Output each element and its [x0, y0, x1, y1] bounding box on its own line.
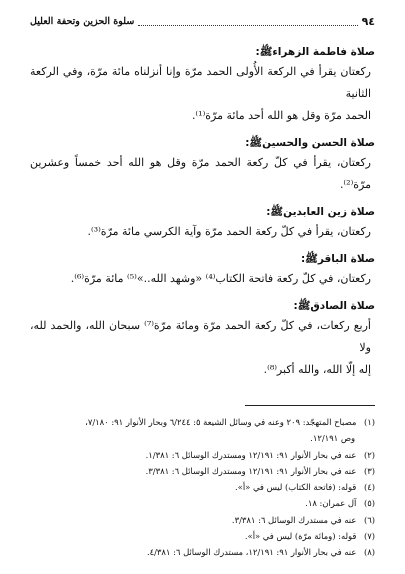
section-title: صلاة زين العابدينﷺ: — [266, 206, 375, 218]
footnote-text: آل عمران: ١٨. — [305, 498, 357, 509]
body-line: ركعتان، يقرأ في كلّ ركعة الحمد مرّة وقل هو الله أحد خمساً وعشرين مرّة⁽²⁾. — [30, 156, 371, 191]
prayer-sections — [30, 44, 375, 381]
section-title: صلاة الصادقﷺ: — [293, 300, 375, 312]
section-hasan-husayn — [30, 135, 375, 196]
footnote-number: (٣) — [363, 465, 375, 476]
footnote — [30, 495, 375, 511]
section-fatima — [30, 44, 375, 127]
footnote-text: عنه في بحار الأنوار ٩١: ١٢/١٩١ ومستدرك الوسائل ٦: ٣/٣٨١. — [145, 465, 357, 476]
section-al-baqir — [30, 251, 375, 290]
footnote-text: قوله: (فاتحة الكتاب) ليس في «أ». — [235, 482, 357, 493]
section-body — [30, 221, 375, 243]
footnote — [30, 463, 375, 479]
footnote-number: (٨) — [363, 547, 375, 558]
page-header — [30, 12, 375, 30]
page-number: ٩٤ — [361, 14, 375, 28]
footnotes — [30, 414, 375, 561]
body-line: ركعتان، في كلّ ركعة فاتحة الكتاب⁽⁴⁾ «وشهد الله..»⁽⁵⁾ مائة مرّة⁽⁶⁾. — [70, 272, 371, 285]
footnote-text: وص ١٢/١٩١. — [310, 433, 355, 444]
footnote-number: (٧) — [363, 531, 375, 542]
footnote — [30, 447, 375, 463]
body-line: الحمد مرّة وقل هو الله أحد مائة مرّة⁽¹⁾. — [191, 109, 371, 122]
footnote-number: (٥) — [363, 498, 375, 509]
section-title: صلاة الحسن والحسينﷺ: — [245, 137, 375, 149]
footnote-number: (٢) — [363, 449, 375, 460]
footnote — [30, 414, 375, 430]
header-dotted-leader — [138, 17, 357, 26]
footnote-text: مصباح المتهجّد: ٢٠٩ وعنه في وسائل الشيعة ٥: ٦/٢٤٤ وبحار الأنوار ٩١: ٧/١٨٠، — [85, 417, 357, 427]
section-body — [30, 61, 375, 127]
footnote-text: عنه في بحار الأنوار ٩١: ١٢/١٩١، مستدرك الوسائل ٦: ٤/٣٨١. — [146, 547, 357, 558]
body-line: ركعتان يقرأ في الركعة الأُولى الحمد مرّة وإنا أنزلناه مائة مرّة، وفي الركعة الثانية — [30, 65, 371, 100]
body-line: ركعتان، يقرأ في كلّ ركعة الحمد مرّة وآية الكرسي مائة مرّة⁽³⁾. — [87, 225, 371, 238]
running-title: سلوة الحزين وتحفة العليل — [30, 15, 135, 27]
body-line: أربع ركعات، في كلّ ركعة الحمد مرّة ومائة مرّة⁽⁷⁾ سبحان الله، والحمد لله، ولا — [30, 319, 371, 354]
section-body — [30, 315, 375, 381]
footnote — [30, 512, 375, 528]
section-body — [30, 268, 375, 290]
footnote-continuation — [30, 430, 375, 446]
footnote-text: عنه في بحار الأنوار ٩١: ١٢/١٩١ ومستدرك الوسائل ٦: ١/٣٨١. — [145, 449, 357, 460]
footnote-text: عنه في مستدرك الوسائل ٦: ٣/٣٨١. — [231, 514, 357, 525]
section-title: صلاة فاطمة الزهراءﷺ: — [255, 46, 375, 58]
footnote-number: (١) — [363, 417, 375, 427]
footnote-separator — [245, 405, 375, 406]
section-zayn-al-abidin — [30, 204, 375, 243]
section-title: صلاة الباقرﷺ: — [300, 253, 375, 265]
body-line: إله إلّا الله، والله أكبر⁽⁸⁾. — [263, 363, 371, 376]
footnote-number: (٦) — [363, 514, 375, 525]
footnote — [30, 544, 375, 560]
section-al-sadiq — [30, 298, 375, 381]
footnote-number: (٤) — [363, 482, 375, 493]
footnote — [30, 528, 375, 544]
section-body — [30, 152, 375, 196]
footnote — [30, 479, 375, 495]
footnote-text: قوله: (ومائة مرّة) ليس في «أ». — [244, 531, 357, 542]
